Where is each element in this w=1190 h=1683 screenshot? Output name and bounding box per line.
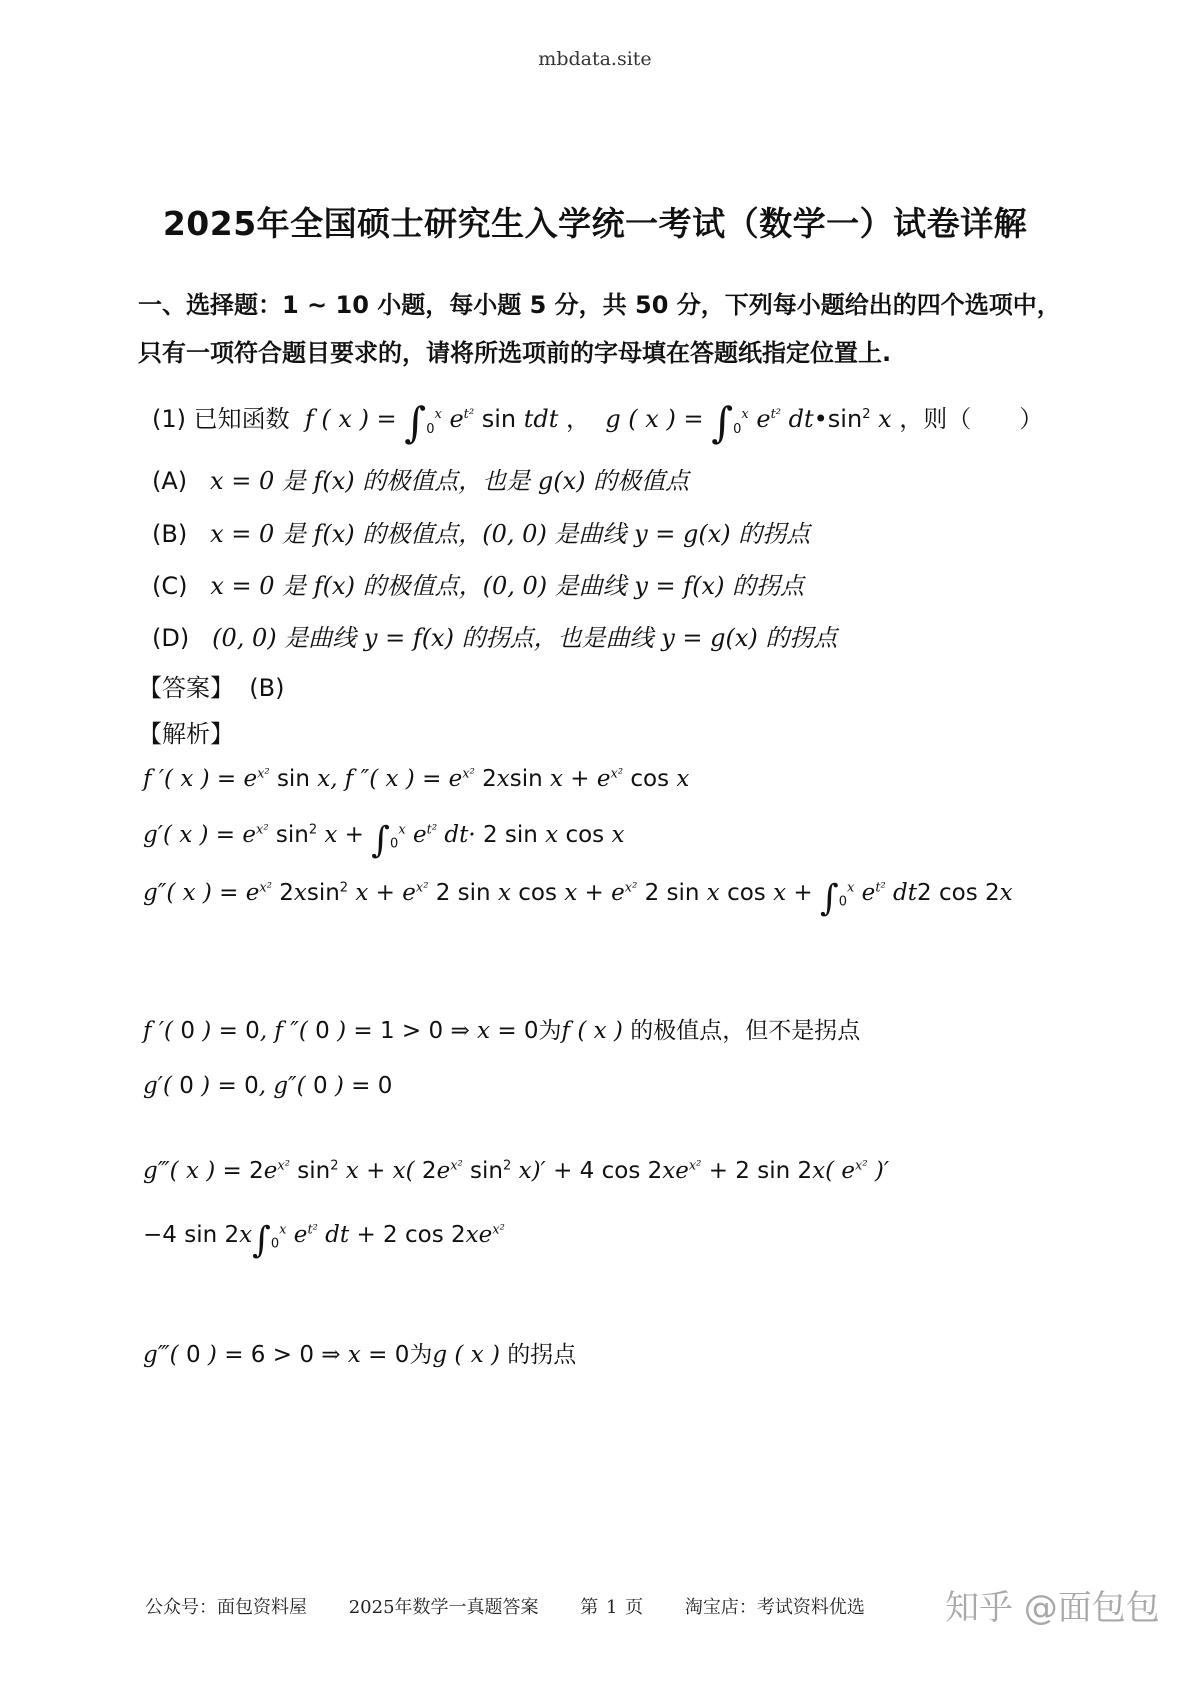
option-b-text: x = 0 是 f(x) 的极值点，(0, 0) 是曲线 y = g(x) 的拐点	[210, 520, 811, 548]
option-a	[152, 461, 689, 496]
answer-label: 【答案】	[138, 674, 234, 702]
page-footer	[145, 1593, 899, 1619]
formula-g: g ( x ) = $\int_0^x$ $e^{t^2}$ $dt•\sin^2$ x	[597, 398, 900, 447]
analysis-label: 【解析】	[138, 720, 234, 748]
solution-g-conclusion: 的拐点	[507, 1342, 577, 1368]
zhihu-watermark: 知乎 @面包包	[945, 1588, 1160, 1628]
section-heading-line1: 一、选择题：1 ~ 10 小题，每小题 5 分，共 50 分，下列每小题给出的四个选项中，	[138, 291, 1061, 319]
footer-wechat: 公众号：面包资料屋	[145, 1597, 307, 1618]
option-d-letter: (D)	[152, 624, 190, 652]
page-title: 2025年全国硕士研究生入学统一考试（数学一）试卷详解	[162, 204, 1028, 243]
answer-line	[138, 668, 284, 703]
footer-doc-title: 2025年数学一真题答案	[348, 1597, 539, 1618]
option-d-text: (0, 0) 是曲线 y = f(x) 的拐点，也是曲线 y = g(x) 的拐点	[212, 624, 838, 652]
solution-f-conclusion: 的极值点，但不是拐点	[630, 1018, 861, 1044]
solution-g-inflection: g‴( 0 ) = 6 > 0 ⇒ x = 0为g ( x ) 的拐点	[143, 1342, 577, 1368]
site-header: mbdata.site	[538, 48, 652, 70]
question-statement: (1) 已知函数 f ( x ) = $\int_0^x$ $e^{t^2}$ sin tdt ， g ( x ) = $\int_0^x$ $e^{t^2}$ $dt•\sin^2$ x ，则（ ）	[152, 398, 1044, 447]
question-prefix: (1) 已知函数	[152, 405, 290, 433]
solution-g-second-derivative: g″( x ) = $e^{x^2}$ 2xsin$^2$ $x + e^{x^2}$ 2 sin x $\cos x + e^{x^2}$ 2 sin x $\cos x + \int_0^x$ $e^{t^2}$ dt2 cos 2x	[143, 878, 1013, 919]
option-b-letter: (B)	[152, 520, 188, 548]
option-c-letter: (C)	[152, 572, 188, 600]
option-c	[152, 566, 804, 601]
solution-g-third-derivative-cont: −4 $\sin 2x\int_0^x$ $e^{t^2}$ dt + 2 $\cos 2xe^{x^2}$	[143, 1220, 505, 1261]
option-a-letter: (A)	[152, 467, 188, 495]
question-suffix: ，则（ ）	[899, 405, 1044, 433]
solution-g-first-derivative: g′( x ) = $e^{x^2}$ $\sin^2 x + \int_0^x$ $e^{t^2}$ dt· 2 sin x cos x	[143, 820, 625, 861]
solution-g-values: g′( 0 ) = 0, g″( 0 ) = 0	[143, 1073, 393, 1099]
formula-f: f ( x ) = $\int_0^x$ $e^{t^2}$ sin tdt	[297, 398, 567, 447]
solution-f-derivatives: f ′( x ) = $e^{x^2}$ sin x, f ″( x ) = $e^{x^2}$ 2xsin $x + e^{x^2}$ cos x	[143, 766, 690, 792]
footer-page-number: 第 1 页	[580, 1597, 644, 1618]
solution-g-third-derivative: g‴( x ) = $2e^{x^2}$ $\sin^2 x + x$( $2e^{x^2}$ $\sin^2 x)' + 4$ $\cos 2xe^{x^2} + 2$ sin 2x( $e^{x^2}$ )′	[143, 1158, 890, 1184]
option-b	[152, 514, 810, 549]
solution-f-extremum: f ′( 0 ) = 0, f ″( 0 ) = 1 > 0 ⇒ x = 0为f ( x ) 的极值点，但不是拐点	[143, 1018, 861, 1044]
option-d	[152, 618, 837, 653]
option-a-text: x = 0 是 f(x) 的极值点，也是 g(x) 的极值点	[210, 467, 690, 495]
answer-value: (B)	[249, 674, 285, 702]
section-heading-line2: 只有一项符合题目要求的，请将所选项前的字母填在答题纸指定位置上.	[138, 339, 892, 367]
footer-shop: 淘宝店：考试资料优选	[684, 1597, 865, 1618]
option-c-text: x = 0 是 f(x) 的极值点，(0, 0) 是曲线 y = f(x) 的拐点	[210, 572, 805, 600]
